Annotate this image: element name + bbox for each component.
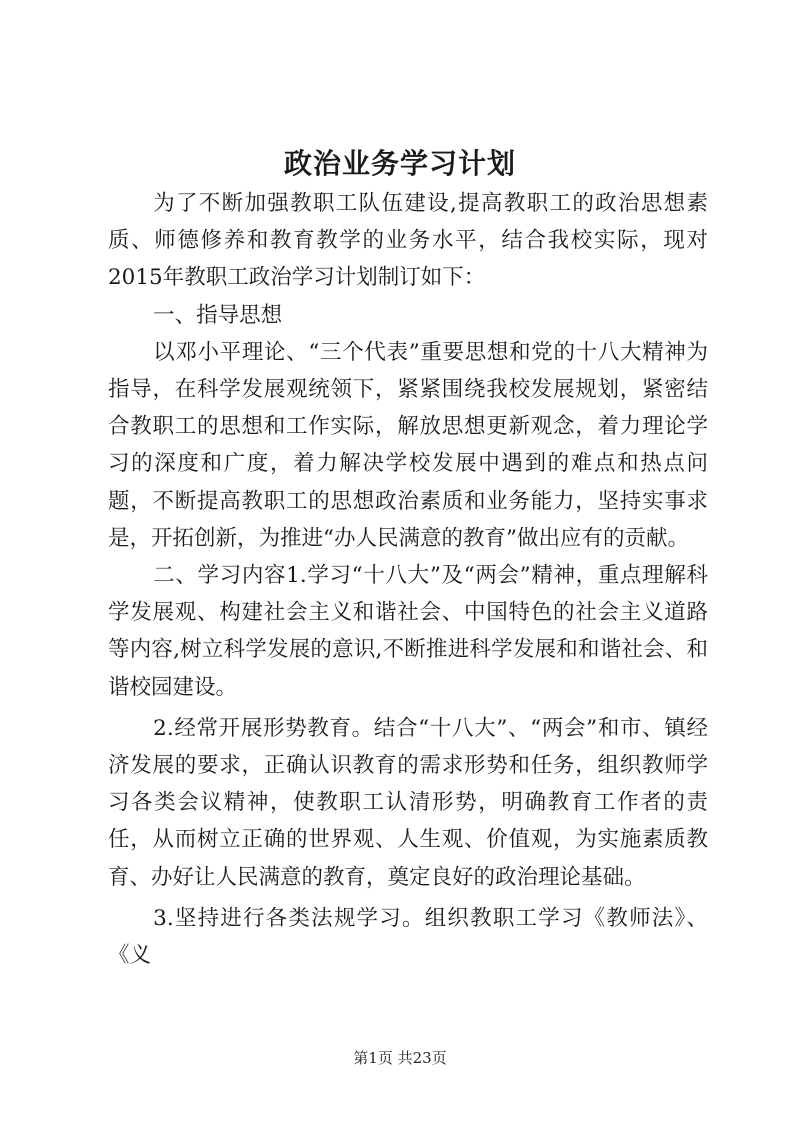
paragraph-law-study: 3.坚持进行各类法规学习。组织教职工学习《教师法》、《义 (108, 905, 708, 969)
paragraph-situation-education: 2.经常开展形势教育。结合“十八大”、“两会”和市、镇经济发展的要求，正确认识教育的需求形势和任务，组织教师学习各类会议精神，使教职工认清形势，明确教育工作者的责任，从而树立正确的世界观、人生观、价值观，为实施素质教育、办好让人民满意的教育，奠定良好的政治理论基础。 (108, 715, 708, 890)
paragraph-study-content: 二、学习内容1.学习“十八大”及“两会”精神，重点理解科学发展观、构建社会主义和谐社会、中国特色的社会主义道路等内容,树立科学发展的意识,不断推进科学发展和和谐社会、和谐校园建设。 (108, 563, 708, 700)
document-body (108, 185, 708, 974)
heading-guiding-ideology: 一、指导思想 (153, 302, 283, 328)
paragraph-intro: 为了不断加强教职工队伍建设,提高教职工的政治思想素质、师德修养和教育教学的业务水平，结合我校实际，现对2015年教职工政治学习计划制订如下： (108, 191, 708, 291)
page-number-footer: 第1页 共23页 (353, 1049, 447, 1067)
paragraph-guiding-ideology: 以邓小平理论、“三个代表”重要思想和党的十八大精神为指导，在科学发展观统领下，紧紧围绕我校发展规划，紧密结合教职工的思想和工作实际，解放思想更新观念，着力理论学习的深度和广度，着力解决学校发展中遇到的难点和热点问题，不断提高教职工的思想政治素质和业务能力，坚持实事求是，开拓创新，为推进“办人民满意的教育”做出应有的贡献。 (108, 339, 708, 551)
document-title: 政治业务学习计划 (283, 147, 516, 180)
